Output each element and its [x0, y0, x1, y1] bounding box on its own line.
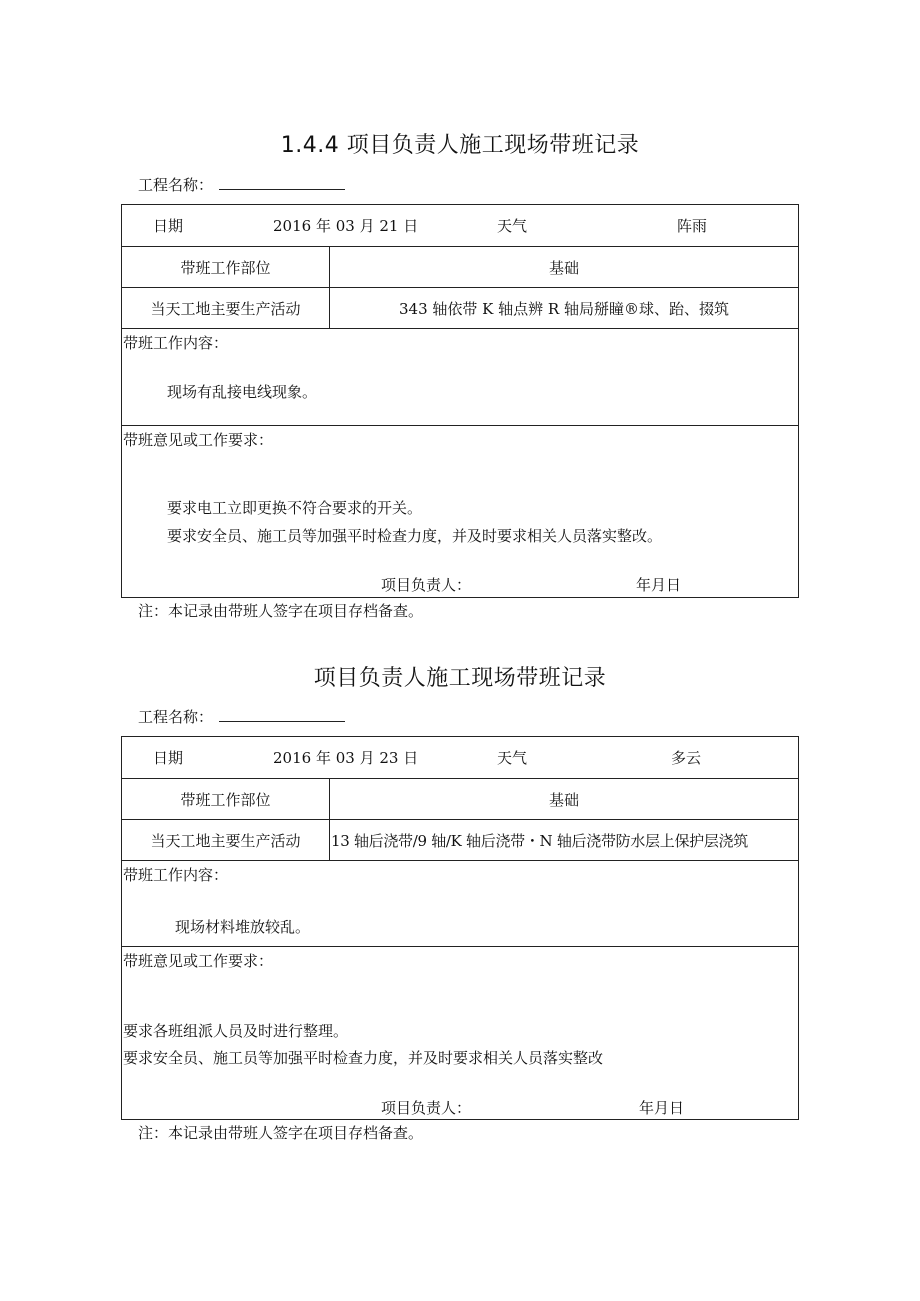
signer-label: 项目负责人： — [381, 576, 472, 594]
signer-label: 项目负责人： — [381, 1099, 472, 1117]
activity-row — [122, 820, 798, 861]
weather-label: 天气 — [497, 217, 528, 235]
date-label: 日期 — [153, 749, 184, 767]
activity-value: 13 轴后浇带/9 轴/K 轴后浇带・N 轴后浇带防水层上保护层浇筑 — [331, 831, 748, 850]
activity-row — [122, 288, 798, 329]
opinion-line-1: 要求各班组派人员及时进行整理。 — [123, 1022, 349, 1040]
content-label: 带班工作内容： — [123, 334, 229, 352]
content-text: 现场材料堆放较乱。 — [175, 918, 311, 936]
record-2-note: 注：本记录由带班人签字在项目存档备查。 — [138, 1124, 424, 1142]
content-text: 现场有乱接电线现象。 — [167, 383, 318, 401]
opinion-line-2: 要求安全员、施工员等加强平时检查力度，并及时要求相关人员落实整改 — [123, 1049, 604, 1067]
position-label: 带班工作部位 — [180, 790, 271, 809]
activity-label: 当天工地主要生产活动 — [150, 299, 301, 318]
project-name-blank[interactable] — [219, 175, 345, 190]
record-1-table — [121, 204, 799, 598]
opinion-line-1: 要求电工立即更换不符合要求的开关。 — [167, 499, 423, 517]
date-label: 日期 — [153, 217, 184, 235]
opinion-row — [122, 947, 798, 1119]
weather-label: 天气 — [497, 749, 528, 767]
content-row — [122, 329, 798, 426]
opinion-label: 带班意见或工作要求： — [123, 431, 274, 449]
content-label: 带班工作内容： — [123, 866, 229, 884]
position-value: 基础 — [548, 790, 579, 809]
position-row — [122, 247, 798, 288]
position-label: 带班工作部位 — [180, 258, 271, 277]
signer-date: 年月日 — [636, 576, 682, 594]
record-2-title: 项目负责人施工现场带班记录 — [313, 666, 607, 691]
record-1-title: 1.4.4 项目负责人施工现场带班记录 — [280, 133, 640, 158]
date-value: 2016 年 03 月 23 日 — [273, 749, 419, 767]
project-name-blank[interactable] — [219, 707, 345, 722]
project-name-label: 工程名称： — [138, 176, 214, 194]
position-value: 基础 — [548, 258, 579, 277]
activity-value: 343 轴依带 K 轴点辨 R 轴局掰瞳®球、跆、掇筑 — [399, 299, 729, 318]
record-2-table — [121, 736, 799, 1120]
weather-value: 阵雨 — [677, 217, 708, 235]
date-value: 2016 年 03 月 21 日 — [273, 217, 419, 235]
record-1-project-name — [138, 174, 345, 195]
content-row — [122, 861, 798, 947]
date-weather-row — [122, 737, 798, 779]
weather-value: 多云 — [671, 749, 702, 767]
opinion-line-2: 要求安全员、施工员等加强平时检查力度，并及时要求相关人员落实整改。 — [167, 527, 663, 545]
project-name-label: 工程名称： — [138, 708, 214, 726]
activity-label: 当天工地主要生产活动 — [150, 831, 301, 850]
date-weather-row — [122, 205, 798, 247]
position-row — [122, 779, 798, 820]
opinion-row — [122, 426, 798, 597]
record-1-note: 注：本记录由带班人签字在项目存档备查。 — [138, 602, 424, 620]
opinion-label: 带班意见或工作要求： — [123, 952, 274, 970]
record-2-project-name — [138, 706, 345, 727]
signer-date: 年月日 — [639, 1099, 685, 1117]
